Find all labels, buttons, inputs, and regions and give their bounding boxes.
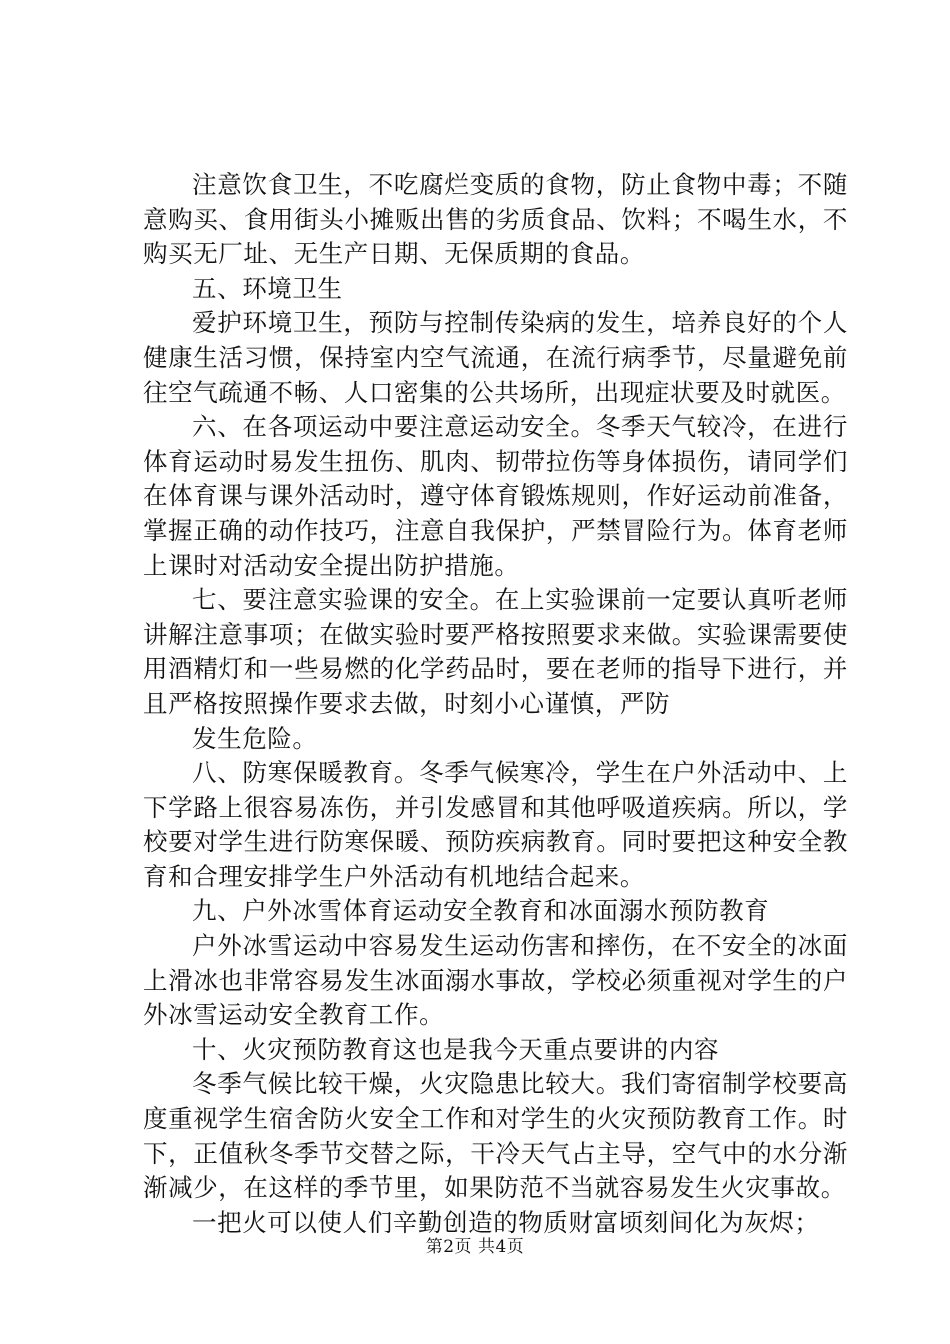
paragraph-fire-prevention: 冬季气候比较干燥，火灾隐患比较大。我们寄宿制学校要高度重视学生宿舍防火安全工作和对学生的火灾预防教育工作。时下，正值秋冬季节交替之际，干冷天气占主导，空气中的水分渐渐减少，在这样的季节里，如果防范不当就容易发生火灾事故。 xyxy=(143,1069,848,1203)
heading-fire-prevention: 十、火灾预防教育这也是我今天重点要讲的内容 xyxy=(192,1034,720,1064)
heading-environment-hygiene: 五、环境卫生 xyxy=(192,273,343,303)
body-text xyxy=(143,168,848,1240)
page-footer: 第2页 共4页 xyxy=(425,1237,525,1257)
paragraph-food-hygiene: 注意饮食卫生，不吃腐烂变质的食物，防止食物中毒；不随意购买、食用街头小摊贩出售的劣质食品、饮料；不喝生水，不购买无厂址、无生产日期、无保质期的食品。 xyxy=(143,170,848,269)
paragraph-sports-safety: 六、在各项运动中要注意运动安全。冬季天气较冷，在进行体育运动时易发生扭伤、肌肉、韧带拉伤等身体损伤，请同学们在体育课与课外活动时，遵守体育锻炼规则，作好运动前准备，掌握正确的动作技巧，注意自我保护，严禁冒险行为。体育老师上课时对活动安全提出防护措施。 xyxy=(143,412,848,580)
paragraph-lab-safety-continued: 发生危险。 xyxy=(192,723,318,753)
paragraph-fire-consequences: 一把火可以使人们辛勤创造的物质财富顷刻间化为灰烬； xyxy=(192,1207,820,1237)
paragraph-lab-safety: 七、要注意实验课的安全。在上实验课前一定要认真听老师讲解注意事项；在做实验时要严格按照要求来做。实验课需要使用酒精灯和一些易燃的化学药品时，要在老师的指导下进行，并且严格按照操作要求去做，时刻小心谨慎，严防 xyxy=(143,585,848,718)
heading-ice-snow-safety: 九、户外冰雪体育运动安全教育和冰面溺水预防教育 xyxy=(192,896,770,926)
paragraph-cold-protection: 八、防寒保暖教育。冬季气候寒冷，学生在户外活动中、上下学路上很容易冻伤，并引发感冒和其他呼吸道疾病。所以，学校要对学生进行防寒保暖、预防疾病教育。同时要把这种安全教育和合理安排学生户外活动有机地结合起来。 xyxy=(143,758,848,891)
paragraph-environment-hygiene: 爱护环境卫生，预防与控制传染病的发生，培养良好的个人健康生活习惯，保持室内空气流通，在流行病季节，尽量避免前往空气疏通不畅、人口密集的公共场所，出现症状要及时就医。 xyxy=(143,308,848,407)
paragraph-ice-snow-safety: 户外冰雪运动中容易发生运动伤害和摔伤，在不安全的冰面上滑冰也非常容易发生冰面溺水事故，学校必须重视对学生的户外冰雪运动安全教育工作。 xyxy=(143,931,848,1030)
